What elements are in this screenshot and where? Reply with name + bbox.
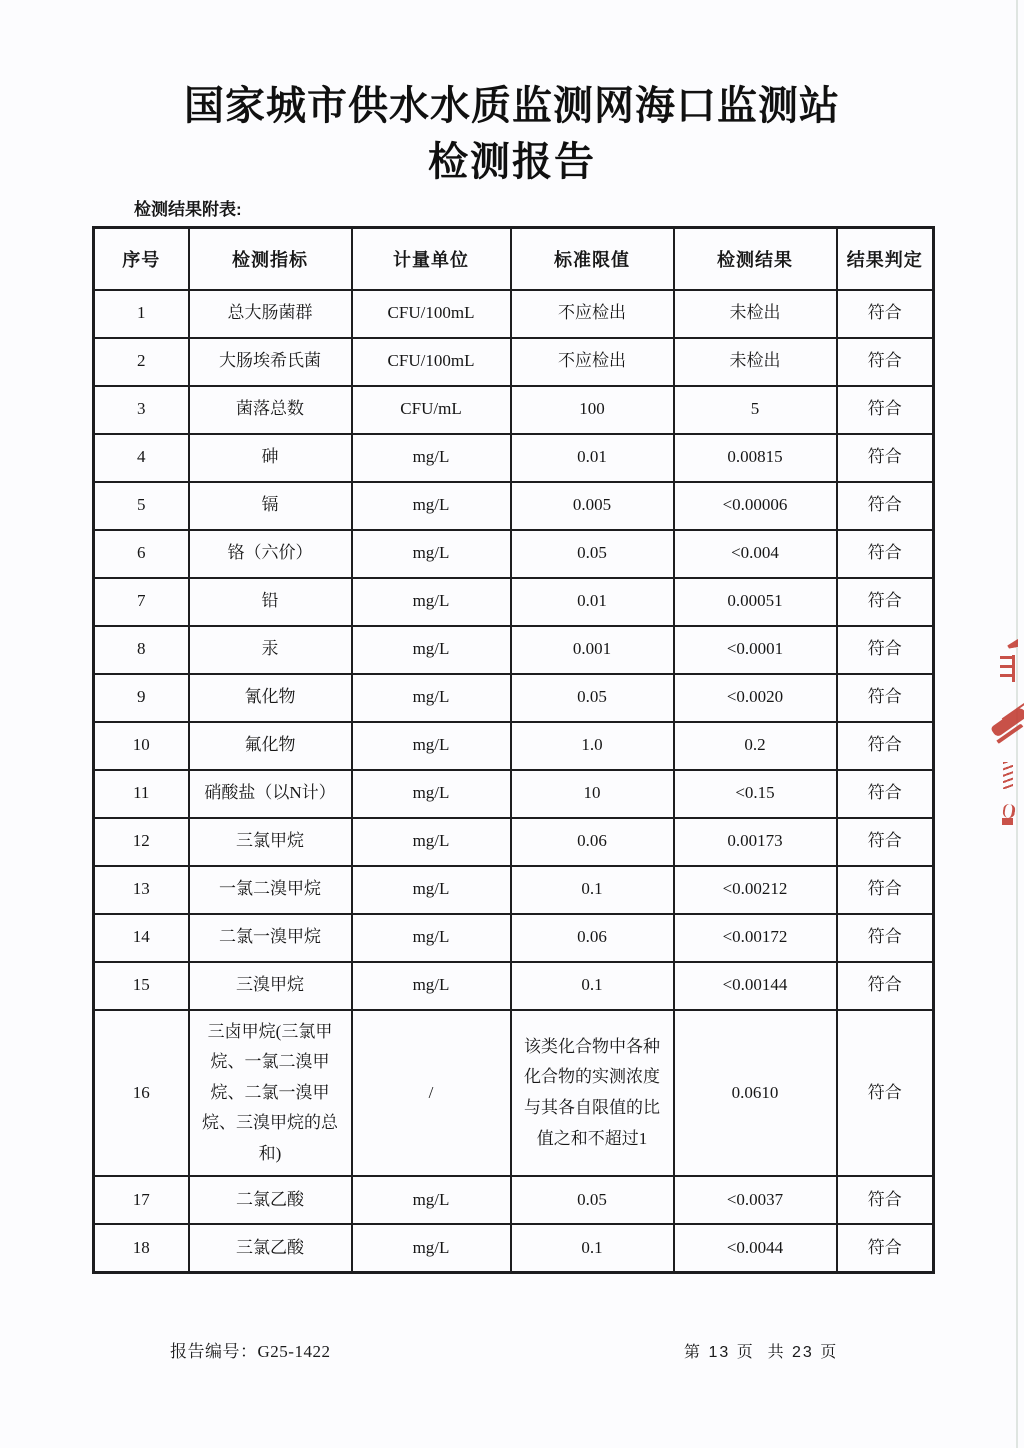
table-cell: 符合 — [837, 866, 934, 914]
column-header: 检测结果 — [674, 228, 837, 290]
table-cell: 符合 — [837, 578, 934, 626]
table-cell: 0.1 — [511, 1224, 674, 1272]
table-row — [94, 1224, 934, 1272]
table-cell: mg/L — [352, 1176, 511, 1224]
table-cell: 符合 — [837, 626, 934, 674]
table-cell: 符合 — [837, 722, 934, 770]
table-cell: 符合 — [837, 818, 934, 866]
table-cell: 三氯甲烷 — [189, 818, 352, 866]
table-cell: 菌落总数 — [189, 386, 352, 434]
table-cell: mg/L — [352, 530, 511, 578]
table-row — [94, 1010, 934, 1177]
table-cell: 汞 — [189, 626, 352, 674]
table-cell: 1.0 — [511, 722, 674, 770]
table-cell: mg/L — [352, 866, 511, 914]
table-cell: 三溴甲烷 — [189, 962, 352, 1010]
table-cell: 7 — [94, 578, 189, 626]
stamp-fragment-icon — [990, 706, 1024, 738]
table-cell: mg/L — [352, 626, 511, 674]
table-cell: 1 — [94, 290, 189, 338]
table-row — [94, 578, 934, 626]
table-cell: 12 — [94, 818, 189, 866]
table-cell: 100 — [511, 386, 674, 434]
page-number: 第 13 页 共 23 页 — [684, 1344, 839, 1361]
table-cell: CFU/100mL — [352, 338, 511, 386]
table-cell: 5 — [94, 482, 189, 530]
table-cell: 氰化物 — [189, 674, 352, 722]
table-cell: 0.01 — [511, 434, 674, 482]
table-cell: mg/L — [352, 914, 511, 962]
table-cell: 0.06 — [511, 818, 674, 866]
report-title-line1: 国家城市供水水质监测网海口监测站 — [184, 83, 840, 128]
table-cell: 0.05 — [511, 674, 674, 722]
table-cell: mg/L — [352, 962, 511, 1010]
table-cell: 18 — [94, 1224, 189, 1272]
table-cell: 三卤甲烷(三氯甲烷、一氯二溴甲烷、二氯一溴甲烷、三溴甲烷的总和) — [189, 1010, 352, 1177]
table-cell: <0.00006 — [674, 482, 837, 530]
table-cell: mg/L — [352, 674, 511, 722]
table-cell: 三氯乙酸 — [189, 1224, 352, 1272]
table-cell: 0.00051 — [674, 578, 837, 626]
table-cell: 0.00815 — [674, 434, 837, 482]
table-row — [94, 770, 934, 818]
table-cell: mg/L — [352, 482, 511, 530]
table-cell: 符合 — [837, 290, 934, 338]
table-cell: mg/L — [352, 434, 511, 482]
table-cell: 0.00173 — [674, 818, 837, 866]
table-cell: / — [352, 1010, 511, 1177]
table-row — [94, 962, 934, 1010]
table-cell: <0.00212 — [674, 866, 837, 914]
column-header: 序号 — [94, 228, 189, 290]
table-cell: 0.2 — [674, 722, 837, 770]
table-cell: 0.1 — [511, 962, 674, 1010]
table-cell: 4 — [94, 434, 189, 482]
table-cell: 大肠埃希氏菌 — [189, 338, 352, 386]
table-cell: 11 — [94, 770, 189, 818]
table-cell: 总大肠菌群 — [189, 290, 352, 338]
table-cell: 符合 — [837, 530, 934, 578]
table-cell: 一氯二溴甲烷 — [189, 866, 352, 914]
table-cell: CFU/mL — [352, 386, 511, 434]
table-row — [94, 482, 934, 530]
table-cell: mg/L — [352, 818, 511, 866]
table-row — [94, 818, 934, 866]
table-cell: 未检出 — [674, 290, 837, 338]
stamp-fragment-icon — [1002, 818, 1013, 825]
table-cell: 符合 — [837, 674, 934, 722]
column-header: 计量单位 — [352, 228, 511, 290]
table-cell: <0.00144 — [674, 962, 837, 1010]
table-cell: 该类化合物中各种化合物的实测浓度与其各自限值的比值之和不超过1 — [511, 1010, 674, 1177]
table-cell: 符合 — [837, 962, 934, 1010]
table-cell: 铅 — [189, 578, 352, 626]
table-cell: 0.05 — [511, 530, 674, 578]
table-cell: 8 — [94, 626, 189, 674]
table-cell: mg/L — [352, 770, 511, 818]
table-cell: 3 — [94, 386, 189, 434]
table-cell: 氟化物 — [189, 722, 352, 770]
report-title-line2: 检测报告 — [428, 139, 596, 184]
table-cell: mg/L — [352, 1224, 511, 1272]
table-cell: 0.01 — [511, 578, 674, 626]
table-cell: 砷 — [189, 434, 352, 482]
column-header: 标准限值 — [511, 228, 674, 290]
table-cell: 符合 — [837, 482, 934, 530]
table-cell: mg/L — [352, 578, 511, 626]
table-body — [94, 290, 934, 1273]
table-cell: 符合 — [837, 1010, 934, 1177]
table-row — [94, 914, 934, 962]
table-cell: 硝酸盐（以N计） — [189, 770, 352, 818]
stamp-fragment-icon — [1012, 655, 1015, 682]
table-cell: 0.06 — [511, 914, 674, 962]
column-header: 检测指标 — [189, 228, 352, 290]
table-cell: 0.005 — [511, 482, 674, 530]
table-cell: 0.1 — [511, 866, 674, 914]
table-cell: 0.0610 — [674, 1010, 837, 1177]
table-cell: 二氯一溴甲烷 — [189, 914, 352, 962]
table-cell: <0.0001 — [674, 626, 837, 674]
table-cell: 13 — [94, 866, 189, 914]
table-cell: 符合 — [837, 770, 934, 818]
table-cell: 不应检出 — [511, 290, 674, 338]
table-header-row — [94, 228, 934, 290]
table-cell: 10 — [94, 722, 189, 770]
table-cell: 符合 — [837, 434, 934, 482]
table-cell: 0.05 — [511, 1176, 674, 1224]
table-caption: 检测结果附表: — [134, 200, 242, 219]
table-cell: 5 — [674, 386, 837, 434]
table-cell: <0.0020 — [674, 674, 837, 722]
table-row — [94, 434, 934, 482]
table-cell: mg/L — [352, 722, 511, 770]
table-row — [94, 626, 934, 674]
table-cell: 符合 — [837, 1224, 934, 1272]
table-row — [94, 386, 934, 434]
table-cell: 符合 — [837, 1176, 934, 1224]
table-cell: <0.00172 — [674, 914, 837, 962]
report-number: 报告编号：G25-1422 — [170, 1342, 331, 1361]
table-cell: CFU/100mL — [352, 290, 511, 338]
column-header: 结果判定 — [837, 228, 934, 290]
table-cell: 16 — [94, 1010, 189, 1177]
table-row — [94, 722, 934, 770]
table-cell: 0.001 — [511, 626, 674, 674]
table-cell: 镉 — [189, 482, 352, 530]
table-cell: 未检出 — [674, 338, 837, 386]
table-cell: 符合 — [837, 338, 934, 386]
table-cell: 6 — [94, 530, 189, 578]
results-table — [92, 226, 935, 1274]
table-cell: <0.004 — [674, 530, 837, 578]
table-cell: 符合 — [837, 386, 934, 434]
table-cell: 2 — [94, 338, 189, 386]
table-row — [94, 1176, 934, 1224]
stamp-fragment-icon — [1002, 803, 1016, 819]
table-row — [94, 290, 934, 338]
table-row — [94, 674, 934, 722]
table-cell: <0.15 — [674, 770, 837, 818]
table-cell: <0.0037 — [674, 1176, 837, 1224]
stamp-fragment-icon — [1003, 762, 1013, 789]
table-cell: 15 — [94, 962, 189, 1010]
table-cell: 10 — [511, 770, 674, 818]
stamp-fragment-icon — [1000, 656, 1012, 683]
table-cell: 符合 — [837, 914, 934, 962]
table-cell: 17 — [94, 1176, 189, 1224]
table-row — [94, 338, 934, 386]
table-cell: 9 — [94, 674, 189, 722]
table-cell: 14 — [94, 914, 189, 962]
table-cell: <0.0044 — [674, 1224, 837, 1272]
table-row — [94, 866, 934, 914]
table-cell: 二氯乙酸 — [189, 1176, 352, 1224]
table-cell: 铬（六价） — [189, 530, 352, 578]
table-cell: 不应检出 — [511, 338, 674, 386]
table-row — [94, 530, 934, 578]
